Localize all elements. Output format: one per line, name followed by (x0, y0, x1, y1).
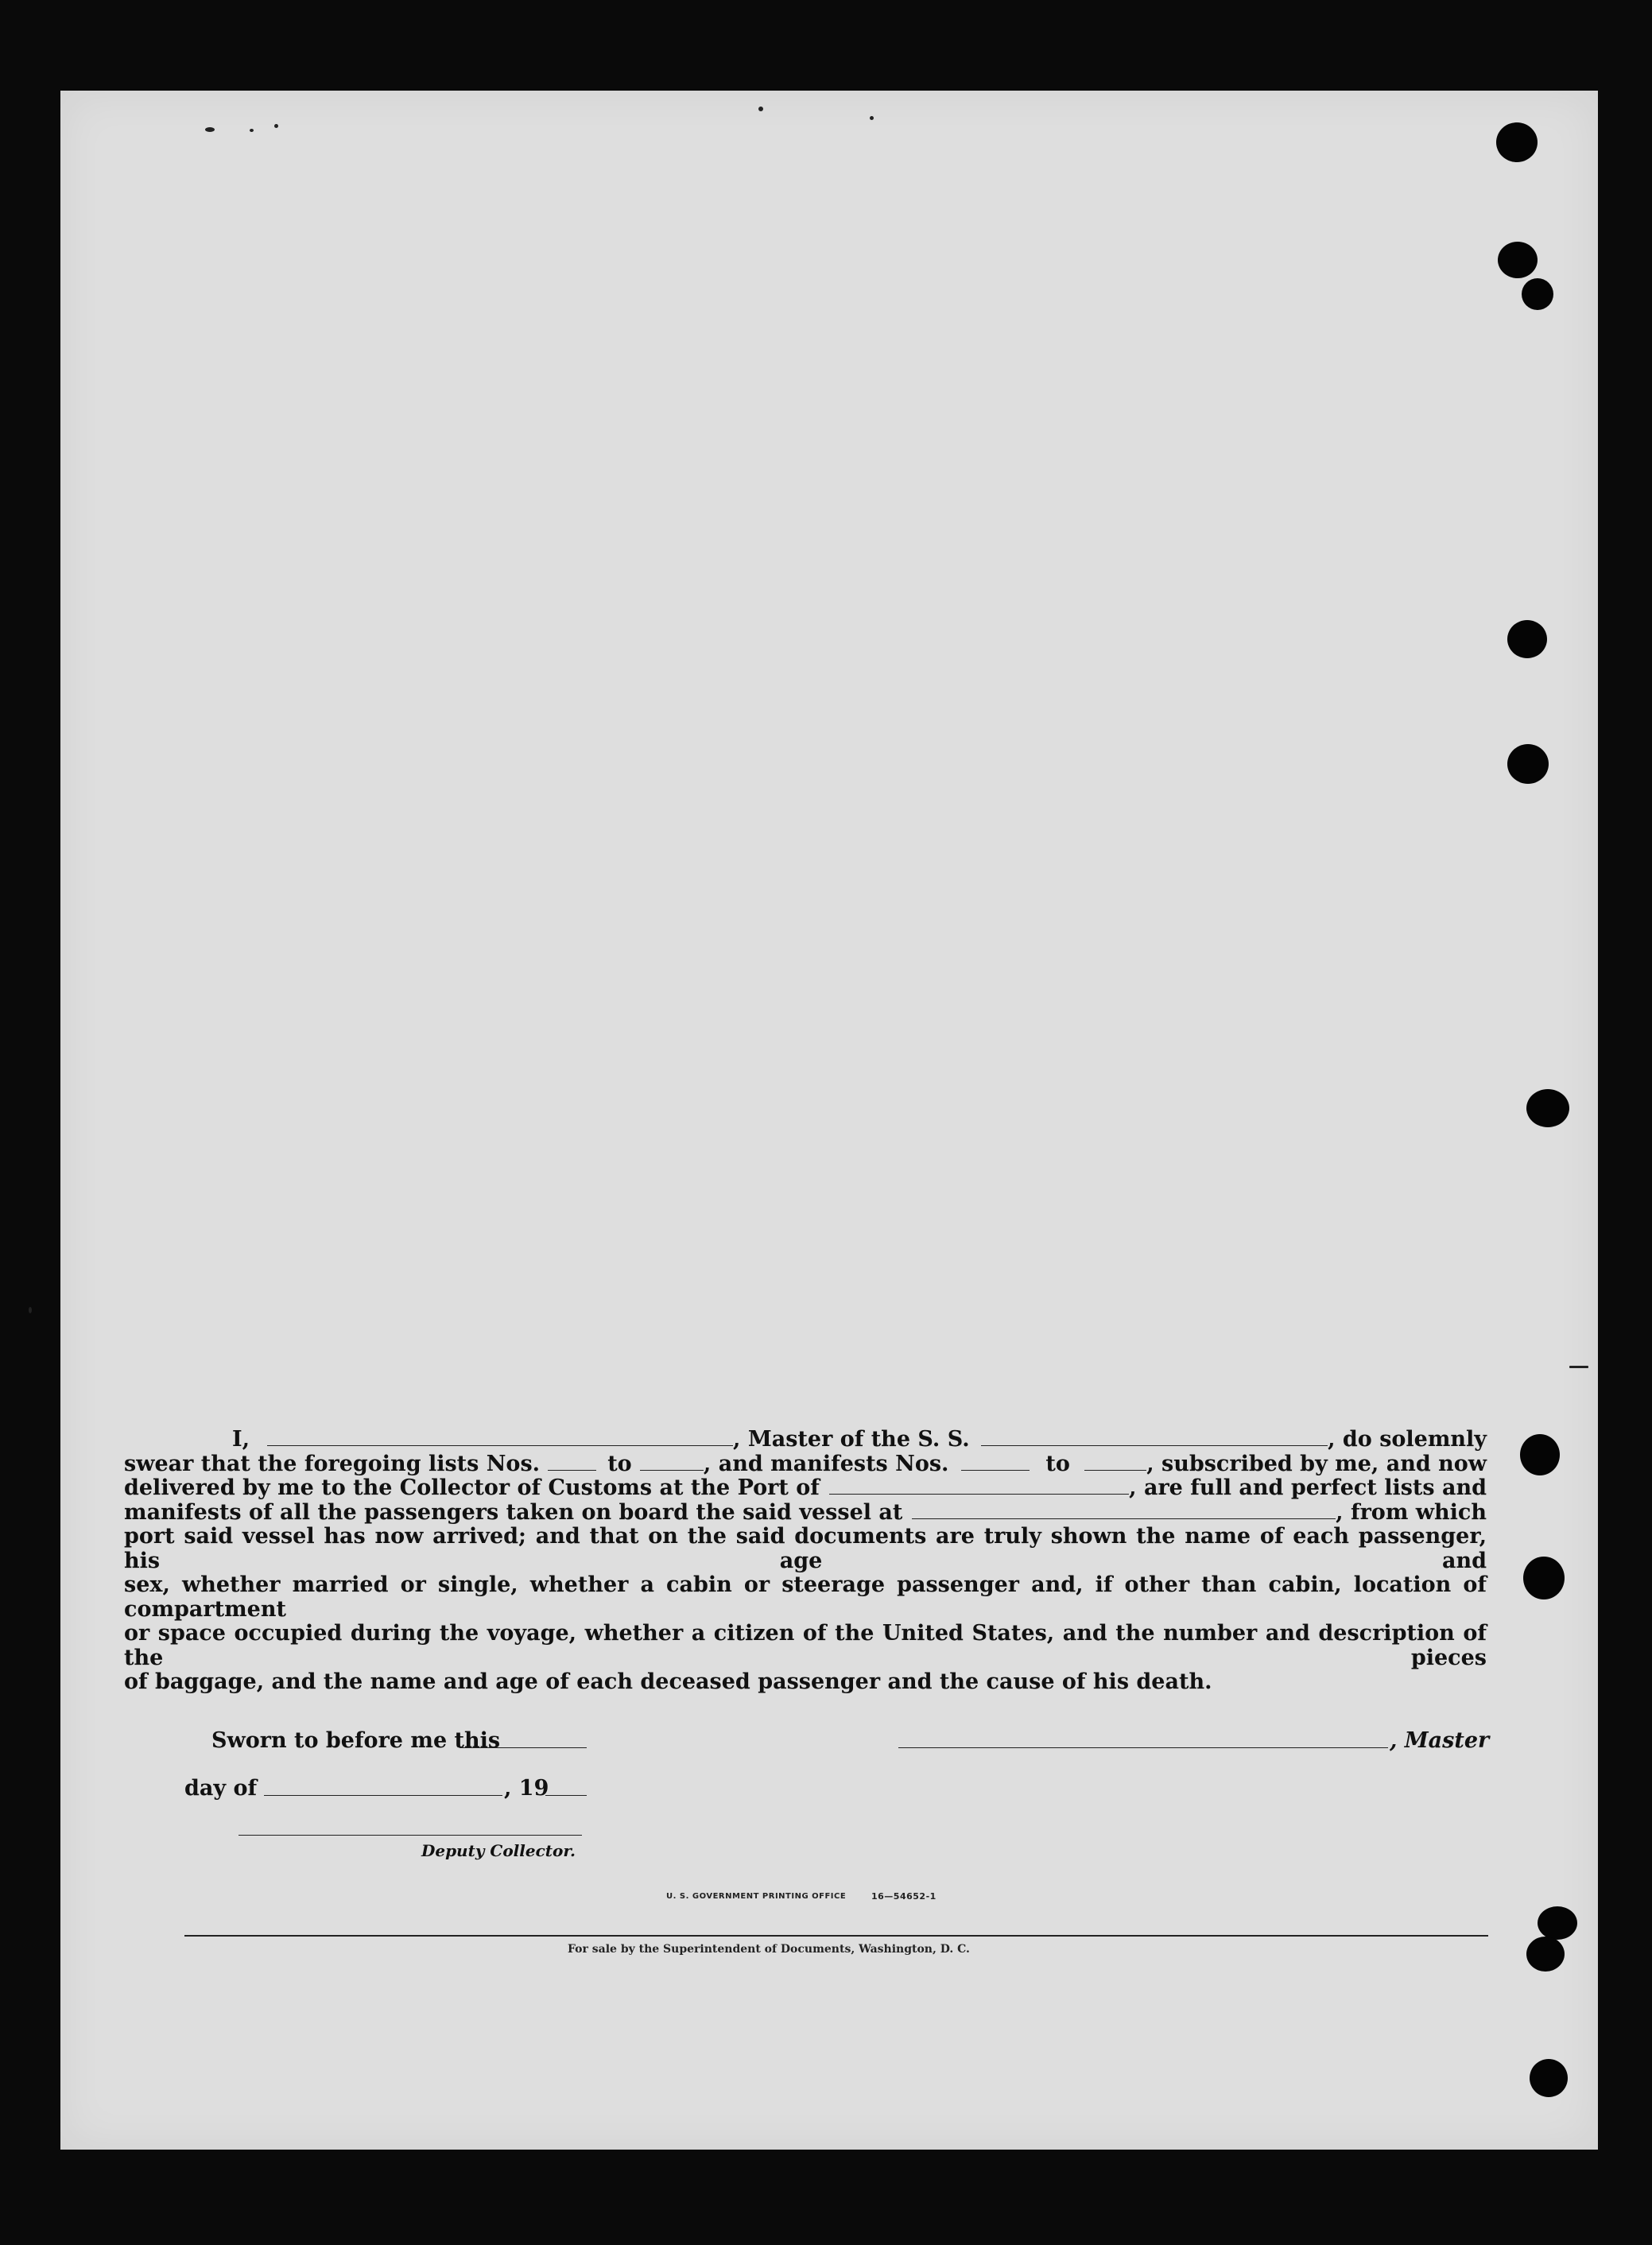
speck (29, 1307, 32, 1313)
form-code: 16—54652-1 (871, 1891, 937, 1902)
punch-hole (1522, 278, 1553, 310)
master-oath (124, 1428, 1487, 1695)
port-field[interactable] (829, 1476, 1129, 1495)
punch-hole (1526, 1089, 1569, 1127)
ship-name-field[interactable] (981, 1428, 1328, 1446)
punch-hole (1498, 242, 1538, 278)
punch-hole (1520, 1434, 1560, 1475)
sworn-day-field[interactable] (460, 1730, 587, 1748)
master-name-field[interactable] (267, 1428, 733, 1446)
manifests-from-field[interactable] (961, 1452, 1030, 1471)
day-of-label: day of (184, 1776, 258, 1801)
master-label: , Master (1390, 1728, 1490, 1753)
speck (758, 107, 763, 111)
manifest-page (60, 91, 1598, 2150)
deputy-label: Deputy Collector. (421, 1841, 576, 1860)
speck (1569, 1366, 1588, 1368)
sworn-label: Sworn to before me this (211, 1728, 501, 1753)
punch-hole (1538, 1906, 1577, 1940)
punch-hole (1523, 1557, 1565, 1599)
punch-hole (1530, 2059, 1568, 2097)
punch-hole (1507, 620, 1547, 658)
bottom-rule (184, 1935, 1488, 1937)
oath-line-3: delivered by me to the Collector of Customs at the Port of , are full and perfect lists and (124, 1475, 1487, 1500)
speck (274, 124, 278, 128)
year-field[interactable] (545, 1778, 587, 1796)
lists-from-field[interactable] (548, 1452, 596, 1471)
oath-line-1: I, , Master of the S. S. , do solemnly (232, 1427, 1487, 1452)
printer-imprint: U. S. GOVERNMENT PRINTING OFFICE (666, 1892, 847, 1901)
punch-hole (1496, 122, 1538, 162)
sale-notice: For sale by the Superintendent of Documents, Washington, D. C. (568, 1943, 970, 1956)
punch-hole (1526, 1937, 1565, 1972)
departure-port-field[interactable] (912, 1501, 1336, 1519)
oath-line-5: port said vessel has now arrived; and that on the said documents are truly shown the name of each passenger, his age and (124, 1524, 1487, 1573)
oath-line-7: or space occupied during the voyage, whether a citizen of the United States, and the number and description of the pieces (124, 1621, 1487, 1670)
manifests-to-field[interactable] (1084, 1452, 1146, 1471)
oath-line-4: manifests of all the passengers taken on board the said vessel at , from which (124, 1499, 1487, 1525)
speck (250, 129, 254, 132)
month-field[interactable] (264, 1778, 502, 1796)
year-label: , 19 (504, 1776, 549, 1801)
deputy-signature-field[interactable] (238, 1817, 582, 1836)
speck (205, 127, 215, 132)
oath-line-8: of baggage, and the name and age of each deceased passenger and the cause of his death. (124, 1669, 1212, 1694)
oath-line-2: swear that the foregoing lists Nos. to , and manifests Nos. to , subscribed by me, and now (124, 1451, 1487, 1476)
speck (870, 116, 874, 120)
oath-line-6: sex, whether married or single, whether a cabin or steerage passenger and, if other than cabin, location of compartment (124, 1572, 1487, 1622)
punch-hole (1507, 744, 1549, 784)
master-signature-field[interactable] (898, 1730, 1388, 1748)
lists-to-field[interactable] (640, 1452, 704, 1471)
